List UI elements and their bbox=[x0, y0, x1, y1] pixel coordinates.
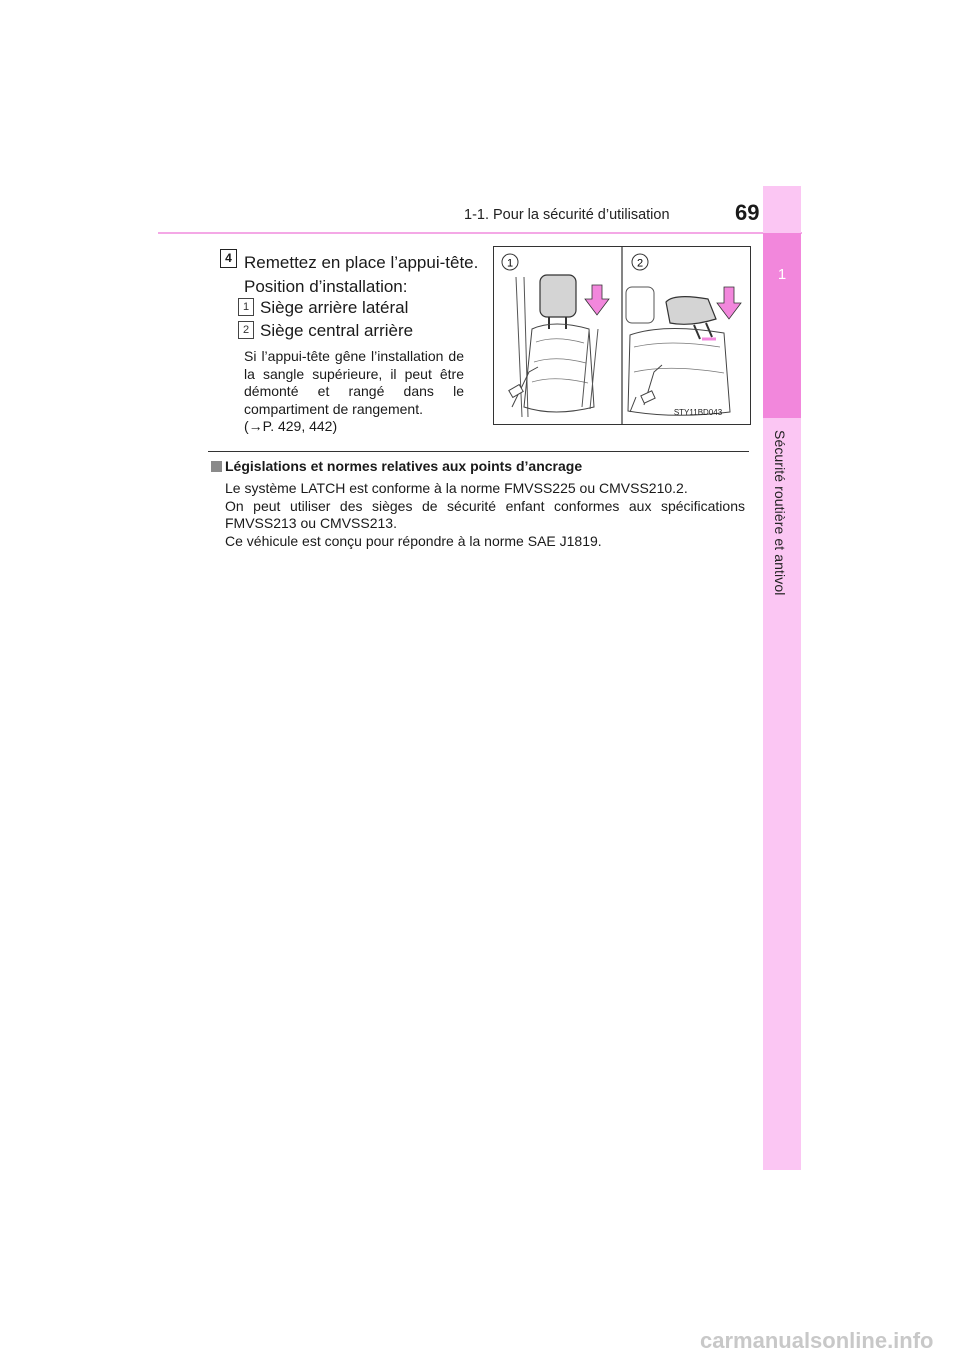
figure-code: STY11BD043 bbox=[673, 408, 723, 417]
option-number: 2 bbox=[238, 321, 254, 339]
header-divider bbox=[158, 232, 802, 234]
note-text: Si l’appui-tête gêne l’installation de la sangle supérieure, il peut être démonté et rangé dans le compartiment de rangement. bbox=[244, 348, 464, 417]
step-note bbox=[244, 348, 464, 436]
side-tab-active bbox=[763, 233, 801, 418]
running-header: 1-1. Pour la sécurité d’utilisation bbox=[464, 207, 670, 223]
step-title bbox=[244, 251, 478, 299]
paragraph: Le système LATCH est conforme à la norme FMVSS225 ou CMVSS210.2. bbox=[225, 480, 688, 496]
section-bullet-icon bbox=[211, 461, 222, 472]
chapter-number: 1 bbox=[777, 266, 787, 283]
option-label: Siège arrière latéral bbox=[260, 298, 409, 317]
callout-2: 2 bbox=[636, 257, 644, 270]
section-divider bbox=[208, 451, 749, 452]
option-number: 1 bbox=[238, 298, 254, 316]
paragraph: Ce véhicule est conçu pour répondre à la norme SAE J1819. bbox=[225, 532, 602, 549]
page-number: 69 bbox=[735, 200, 760, 225]
paragraph: On peut utiliser des sièges de sécurité enfant conformes aux spécifications FMVSS213 ou CMVSS213. bbox=[225, 497, 745, 531]
chapter-title: Sécurité routière et antivol bbox=[772, 430, 788, 596]
step-title-line2: Position d’installation: bbox=[244, 277, 408, 296]
callout-1: 1 bbox=[506, 257, 514, 270]
option-label: Siège central arrière bbox=[260, 321, 414, 340]
step-title-line1: Remettez en place l’appui-tête. bbox=[244, 253, 479, 272]
headrest-illustration bbox=[493, 246, 751, 425]
section-title: Législations et normes relatives aux points d’ancrage bbox=[225, 458, 583, 474]
watermark: carmanualsonline.info bbox=[700, 1328, 934, 1353]
illustration-svg bbox=[494, 247, 750, 424]
step-number: 4 bbox=[220, 249, 237, 268]
section-body bbox=[225, 480, 745, 550]
page-reference: (→P. 429, 442) bbox=[244, 418, 338, 434]
